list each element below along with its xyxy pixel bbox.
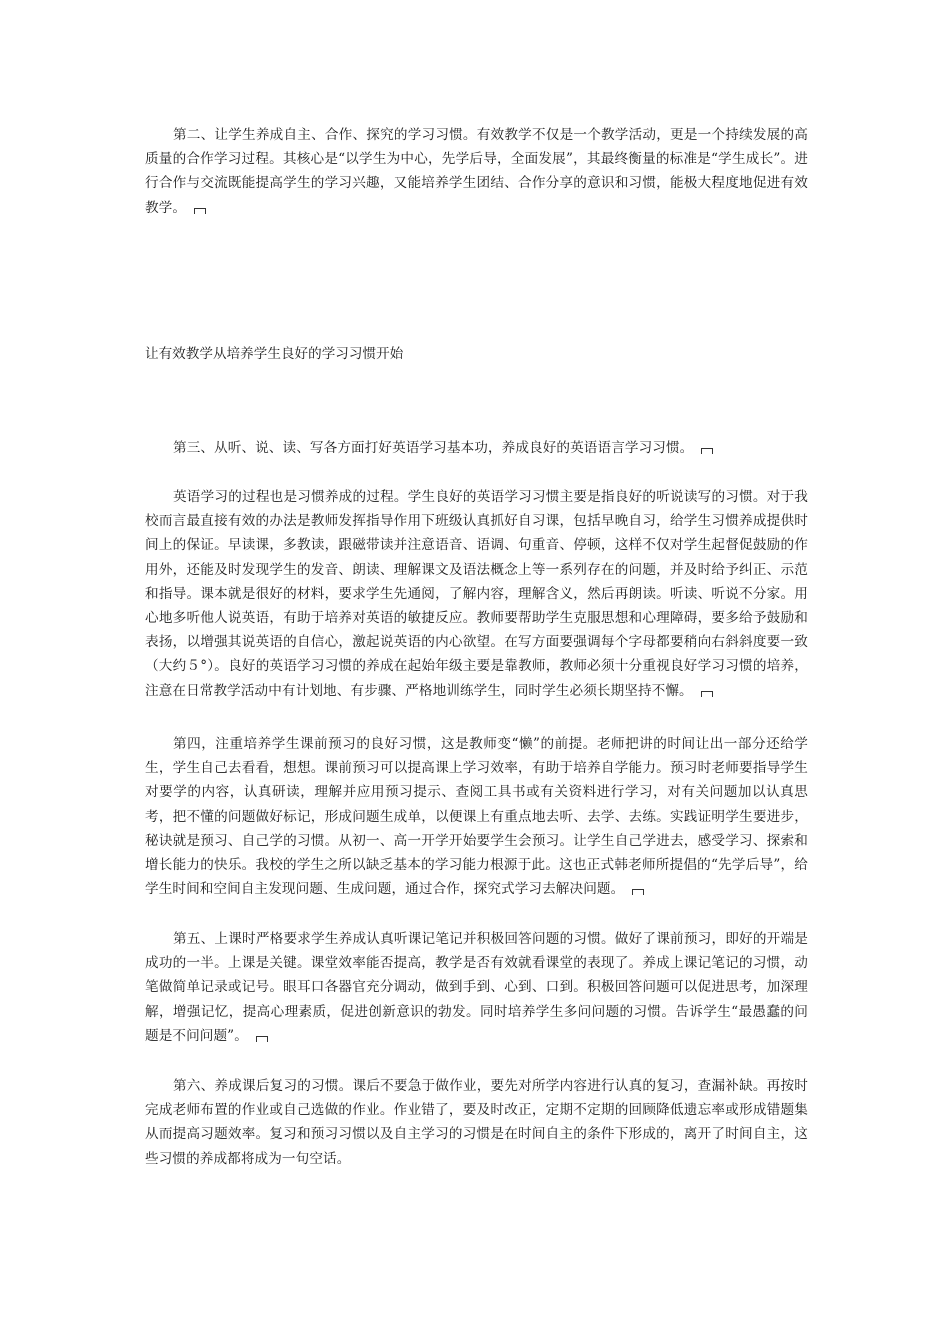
paragraph-fifth-text: 第五、上课时严格要求学生养成认真听课记笔记并积极回答问题的习惯。做好了课前预习，即好的开端是成功的一半。上课是关键。课堂效率能否提高，教学是否有效就看课堂的表现了。养成上课记笔记的习惯，动笔做简单记录或记号。眼耳口各器官充分调动，做到手到、心到、口到。积极回答问题可以促进思考，加深理解，增强记忆，提高心理素质，促进创新意识的勃发。同时培养学生多问问题的习惯。告诉学生“最愚蠢的问题是不问问题”。 — [145, 931, 808, 1044]
paragraph-third — [145, 436, 808, 460]
paragraph-second-text: 第二、让学生养成自主、合作、探究的学习习惯。有效教学不仅是一个教学活动，更是一个持续发展的高质量的合作学习过程。其核心是“以学生为中心，先学后导，全面发展”，其最终衡量的标准是“学生成长”。进行合作与交流既能提高学生的学习兴趣，又能培养学生团结、合作分享的意识和习惯，能极大程度地促进有效教学。 — [145, 127, 808, 216]
paragraph-end-mark-icon — [194, 208, 206, 214]
paragraph-end-mark-icon — [701, 691, 713, 697]
paragraph-fifth — [145, 927, 808, 1048]
paragraph-end-mark-icon — [256, 1036, 268, 1042]
paragraph-end-mark-icon — [632, 889, 644, 895]
paragraph-english-habits-text: 英语学习的过程也是习惯养成的过程。学生良好的英语学习习惯主要是指良好的听说读写的习惯。对于我校而言最直接有效的办法是教师发挥指导作用下班级认真抓好自习课，包括早晚自习，给学生习惯养成提供时间上的保证。早读课，多教读，跟磁带读并注意语音、语调、句重音、停顿，这样不仅对学生起督促鼓励的作用外，还能及时发现学生的发音、朗读、理解课文及语法概念上等一系列存在的问题，并及时给予纠正、示范和指导。课本就是很好的材料，要求学生先通阅，了解内容，理解含义，然后再朗读。听读、听说不分家。用心地多听他人说英语，有助于培养对英语的敏捷反应。教师要帮助学生克服思想和心理障碍，要多给予鼓励和表扬，以增强其说英语的自信心，激起说英语的内心欲望。在写方面要强调每个字母都要稍向右斜斜度要一致（大约５°）。良好的英语学习习惯的养成在起始年级主要是靠教师，教师必须十分重视良好学习习惯的培养，注意在日常教学活动中有计划地、有步骤、严格地训练学生，同时学生必须长期坚持不懈。 — [145, 489, 808, 699]
paragraph-fourth — [145, 732, 808, 901]
paragraph-third-text: 第三、从听、说、读、写各方面打好英语学习基本功，养成良好的英语语言学习习惯。 — [173, 440, 694, 456]
paragraph-english-habits — [145, 485, 808, 703]
paragraph-end-mark-icon — [701, 448, 713, 454]
paragraph-sixth — [145, 1074, 808, 1171]
paragraph-second — [145, 123, 808, 220]
paragraph-fourth-text: 第四，注重培养学生课前预习的良好习惯，这是教师变“懒”的前提。老师把讲的时间让出一部分还给学生，学生自己去看看，想想。课前预习可以提高课上学习效率，有助于培养自学能力。预习时老师要指导学生对要学的内容，认真研读，理解并应用预习提示、查阅工具书或有关资料进行学习，对有关问题加以认真思考，把不懂的问题做好标记，形成问题生成单，以便课上有重点地去听、去学、去练。实践证明学生要进步，秘诀就是预习、自己学的习惯。从初一、高一开学开始要学生会预习。让学生自己学进去，感受学习、探索和增长能力的快乐。我校的学生之所以缺乏基本的学习能力根源于此。这也正式韩老师所提倡的“先学后导”，给学生时间和空间自主发现问题、生成问题，通过合作，探究式学习去解决问题。 — [145, 736, 808, 898]
paragraph-sixth-text: 第六、养成课后复习的习惯。课后不要急于做作业，要先对所学内容进行认真的复习，查漏补缺。再按时完成老师布置的作业或自己选做的作业。作业错了，要及时改正，定期不定期的回顾降低遗忘率或形成错题集从而提高习题效率。复习和预习习惯以及自主学习的习惯是在时间自主的条件下形成的，离开了时间自主，这些习惯的养成都将成为一句空话。 — [145, 1078, 808, 1167]
document-title: 让有效教学从培养学生良好的学习习惯开始 — [145, 346, 404, 362]
